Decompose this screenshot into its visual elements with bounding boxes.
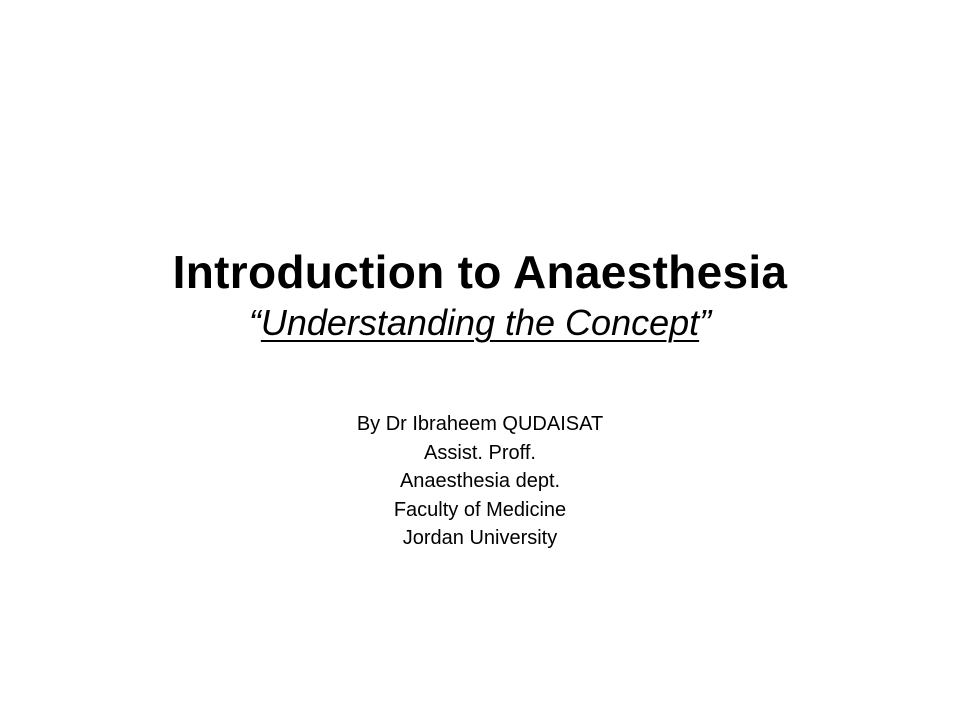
author-department-line: Anaesthesia dept. (399, 470, 561, 492)
subtitle-open-quote: “ (248, 302, 261, 343)
author-university-line: Jordan University (402, 527, 558, 549)
subtitle-close-quote: ” (699, 302, 712, 343)
author-faculty-line: Faculty of Medicine (393, 498, 567, 521)
author-block (0, 410, 960, 553)
author-position-line: Assist. Proff. (424, 441, 536, 464)
title-block (0, 245, 960, 345)
author-name-line: By Dr Ibraheem QUDAISAT (356, 413, 604, 435)
subtitle-text: Understanding the Concept (260, 302, 700, 343)
slide-title: Introduction to Anaesthesia (172, 246, 788, 298)
slide-subtitle (0, 301, 960, 345)
